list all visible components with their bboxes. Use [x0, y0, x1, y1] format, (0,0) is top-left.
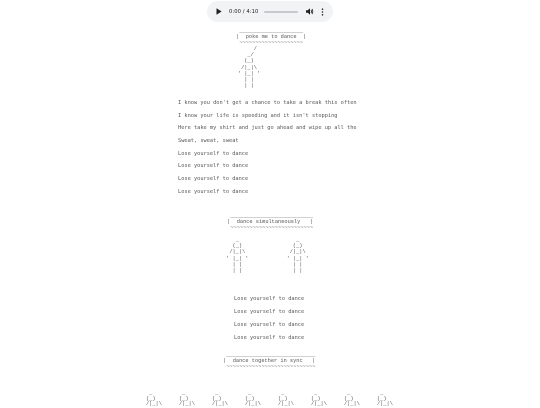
time-display: 0:00 / 4:10 — [229, 8, 259, 15]
lyrics-block — [178, 100, 357, 202]
row-dancer[interactable]: _ (_) /|_|\ — [146, 390, 162, 408]
dance-simultaneously-banner[interactable]: __________________________ | dance simultaneously | ~~~~~~~~~~~~~~~~~~~~~~~~~~ — [227, 213, 314, 232]
play-icon — [216, 8, 222, 15]
more-vert-icon — [321, 8, 324, 16]
dancer-pair[interactable]: _ _ (_) (_) /|_|\ /|_|\ ' |_| ' ' |_| ' | | | | | | | | — [226, 237, 309, 275]
dancer-row — [0, 390, 540, 408]
lyric-line: I know your life is speeding and it isn't stopping — [178, 112, 338, 119]
lyric-line: Sweat, sweat, sweat — [178, 138, 239, 145]
audio-player[interactable] — [207, 1, 333, 22]
lyric-line: Lose yourself to dance — [178, 163, 249, 170]
lyric-line: Here take my shirt and just go ahead and wipe up all the — [178, 125, 357, 132]
dance-together-banner[interactable]: ____________________________ | dance together in sync | ~~~~~~~~~~~~~~~~~~~~~~~~~~~~ — [223, 352, 316, 371]
row-dancer[interactable]: _ (_) /|_|\ — [311, 390, 327, 408]
row-dancer[interactable]: _ (_) /|_|\ — [179, 390, 195, 408]
row-dancer[interactable]: _ (_) /|_|\ — [212, 390, 228, 408]
lyric-line: Lose yourself to dance — [178, 176, 249, 183]
play-button[interactable] — [215, 8, 223, 16]
more-options-button[interactable] — [319, 8, 325, 16]
poke-to-dance-banner[interactable]: ____________________ | poke me to dance | ~~~~~~~~~~~~~~~~~~~~ — [236, 28, 307, 47]
row-dancer[interactable]: _ (_) /|_|\ — [245, 390, 261, 408]
lyric-line: Lose yourself to dance — [178, 188, 249, 195]
lyric-line: Lose yourself to dance — [234, 334, 305, 341]
lyric-line: Lose yourself to dance — [234, 296, 305, 302]
dancer-figure[interactable]: / _/ (_) /|_|\ ' |_| ' | | | | — [237, 46, 261, 90]
progress-slider[interactable] — [264, 11, 298, 13]
volume-button[interactable] — [306, 8, 314, 16]
lyric-line: Lose yourself to dance — [234, 321, 305, 328]
row-dancer[interactable]: _ (_) /|_|\ — [344, 390, 360, 408]
lyric-line: Lose yourself to dance — [234, 308, 305, 315]
volume-icon — [306, 8, 314, 15]
lyrics-block-2 — [234, 296, 304, 348]
row-dancer[interactable]: _ (_) /|_|\ — [278, 390, 294, 408]
row-dancer[interactable]: _ (_) /|_|\ — [377, 390, 393, 408]
lyric-line: Lose yourself to dance — [178, 150, 249, 157]
lyric-line: I know you don't get a chance to take a break this often — [178, 100, 357, 106]
